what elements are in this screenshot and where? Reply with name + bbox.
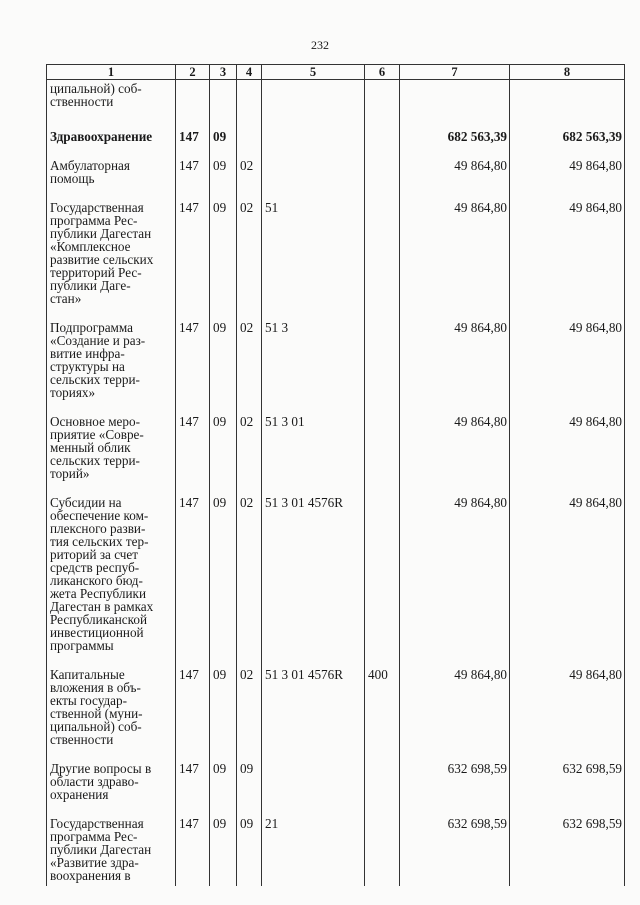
row-cell-c3: 09 bbox=[210, 815, 237, 886]
row-cell-c2: 147 bbox=[176, 319, 210, 413]
row-name-cell: Подпрограмма «Создание и раз- витие инфра- структуры на сельских терри- ториях» bbox=[47, 319, 176, 413]
row-cell-c8: 682 563,39 bbox=[510, 128, 625, 157]
row-cell-c5 bbox=[262, 80, 365, 129]
row-cell-c3: 09 bbox=[210, 666, 237, 760]
row-cell-c6 bbox=[365, 319, 400, 413]
row-cell-c4: 09 bbox=[237, 815, 262, 886]
row-cell-c8: 49 864,80 bbox=[510, 413, 625, 494]
row-cell-c5 bbox=[262, 157, 365, 199]
column-header-5: 5 bbox=[262, 65, 365, 80]
row-name-cell: Капитальные вложения в объ- екты государ- ственной (муни- ципальной) соб- ственности bbox=[47, 666, 176, 760]
column-header-1: 1 bbox=[47, 65, 176, 80]
row-cell-c7 bbox=[400, 80, 510, 129]
column-header-8: 8 bbox=[510, 65, 625, 80]
row-cell-c4 bbox=[237, 128, 262, 157]
row-cell-c4: 02 bbox=[237, 413, 262, 494]
table-body bbox=[47, 80, 625, 887]
row-cell-c4 bbox=[237, 80, 262, 129]
row-cell-c7: 49 864,80 bbox=[400, 157, 510, 199]
row-name-cell: Другие вопросы в области здраво- охранения bbox=[47, 760, 176, 815]
row-cell-c8: 632 698,59 bbox=[510, 760, 625, 815]
row-cell-c6: 400 bbox=[365, 666, 400, 760]
row-cell-c3: 09 bbox=[210, 413, 237, 494]
table-row bbox=[47, 666, 625, 760]
row-name-cell: Амбулаторная помощь bbox=[47, 157, 176, 199]
row-cell-c6 bbox=[365, 760, 400, 815]
row-cell-c3: 09 bbox=[210, 157, 237, 199]
row-cell-c6 bbox=[365, 199, 400, 319]
row-cell-c5: 51 3 bbox=[262, 319, 365, 413]
table-row bbox=[47, 80, 625, 129]
row-cell-c6 bbox=[365, 80, 400, 129]
row-cell-c6 bbox=[365, 413, 400, 494]
table-row bbox=[47, 815, 625, 886]
row-cell-c6 bbox=[365, 128, 400, 157]
row-cell-c8: 49 864,80 bbox=[510, 494, 625, 666]
row-cell-c2: 147 bbox=[176, 157, 210, 199]
table-row bbox=[47, 199, 625, 319]
row-name-cell: Основное меро- приятие «Совре- менный облик сельских терри- торий» bbox=[47, 413, 176, 494]
row-cell-c7: 49 864,80 bbox=[400, 494, 510, 666]
row-cell-c5 bbox=[262, 128, 365, 157]
row-name-cell: Государственная программа Рес- публики Дагестан «Развитие здра- воохранения в bbox=[47, 815, 176, 886]
row-cell-c7: 49 864,80 bbox=[400, 413, 510, 494]
row-cell-c2 bbox=[176, 80, 210, 129]
row-cell-c3: 09 bbox=[210, 319, 237, 413]
row-cell-c5: 51 3 01 bbox=[262, 413, 365, 494]
table-row bbox=[47, 319, 625, 413]
column-header-4: 4 bbox=[237, 65, 262, 80]
row-cell-c7: 632 698,59 bbox=[400, 760, 510, 815]
table-header-row bbox=[47, 65, 625, 80]
row-cell-c2: 147 bbox=[176, 128, 210, 157]
row-cell-c6 bbox=[365, 494, 400, 666]
row-cell-c5: 51 3 01 4576R bbox=[262, 666, 365, 760]
row-cell-c8: 49 864,80 bbox=[510, 157, 625, 199]
row-cell-c7: 682 563,39 bbox=[400, 128, 510, 157]
row-cell-c6 bbox=[365, 815, 400, 886]
row-cell-c5: 21 bbox=[262, 815, 365, 886]
row-cell-c5: 51 bbox=[262, 199, 365, 319]
page-number: 232 bbox=[311, 38, 329, 52]
row-cell-c8 bbox=[510, 80, 625, 129]
row-cell-c2: 147 bbox=[176, 666, 210, 760]
row-cell-c8: 49 864,80 bbox=[510, 319, 625, 413]
row-cell-c4: 02 bbox=[237, 494, 262, 666]
row-cell-c6 bbox=[365, 157, 400, 199]
row-cell-c2: 147 bbox=[176, 413, 210, 494]
row-name-cell: Субсидии на обеспечение ком- плексного разви- тия сельских тер- риторий за счет средств респуб- ликанского бюд- жета Республики Дагестан в рамках Республиканской инвестиционной программы bbox=[47, 494, 176, 666]
row-cell-c4: 02 bbox=[237, 319, 262, 413]
column-header-6: 6 bbox=[365, 65, 400, 80]
row-cell-c3: 09 bbox=[210, 199, 237, 319]
row-name-cell: Здравоохранение bbox=[47, 128, 176, 157]
row-cell-c4: 02 bbox=[237, 199, 262, 319]
row-cell-c3: 09 bbox=[210, 128, 237, 157]
column-header-3: 3 bbox=[210, 65, 237, 80]
table-row bbox=[47, 157, 625, 199]
row-cell-c2: 147 bbox=[176, 760, 210, 815]
row-cell-c8: 49 864,80 bbox=[510, 199, 625, 319]
row-cell-c5 bbox=[262, 760, 365, 815]
row-cell-c4: 02 bbox=[237, 157, 262, 199]
row-cell-c8: 49 864,80 bbox=[510, 666, 625, 760]
row-cell-c8: 632 698,59 bbox=[510, 815, 625, 886]
row-cell-c3 bbox=[210, 80, 237, 129]
row-cell-c7: 49 864,80 bbox=[400, 319, 510, 413]
row-cell-c2: 147 bbox=[176, 815, 210, 886]
row-cell-c5: 51 3 01 4576R bbox=[262, 494, 365, 666]
column-header-2: 2 bbox=[176, 65, 210, 80]
row-cell-c7: 49 864,80 bbox=[400, 199, 510, 319]
row-cell-c3: 09 bbox=[210, 760, 237, 815]
table-row bbox=[47, 760, 625, 815]
column-header-7: 7 bbox=[400, 65, 510, 80]
table-row bbox=[47, 494, 625, 666]
row-cell-c2: 147 bbox=[176, 494, 210, 666]
row-cell-c3: 09 bbox=[210, 494, 237, 666]
row-cell-c2: 147 bbox=[176, 199, 210, 319]
budget-table bbox=[46, 64, 625, 886]
row-cell-c7: 632 698,59 bbox=[400, 815, 510, 886]
row-cell-c7: 49 864,80 bbox=[400, 666, 510, 760]
row-name-cell: Государственная программа Рес- публики Дагестан «Комплексное развитие сельских территорий Рес- публики Даге- стан» bbox=[47, 199, 176, 319]
row-cell-c4: 09 bbox=[237, 760, 262, 815]
table-row bbox=[47, 128, 625, 157]
row-name-cell: ципальной) соб- ственности bbox=[47, 80, 176, 129]
row-cell-c4: 02 bbox=[237, 666, 262, 760]
table-row bbox=[47, 413, 625, 494]
